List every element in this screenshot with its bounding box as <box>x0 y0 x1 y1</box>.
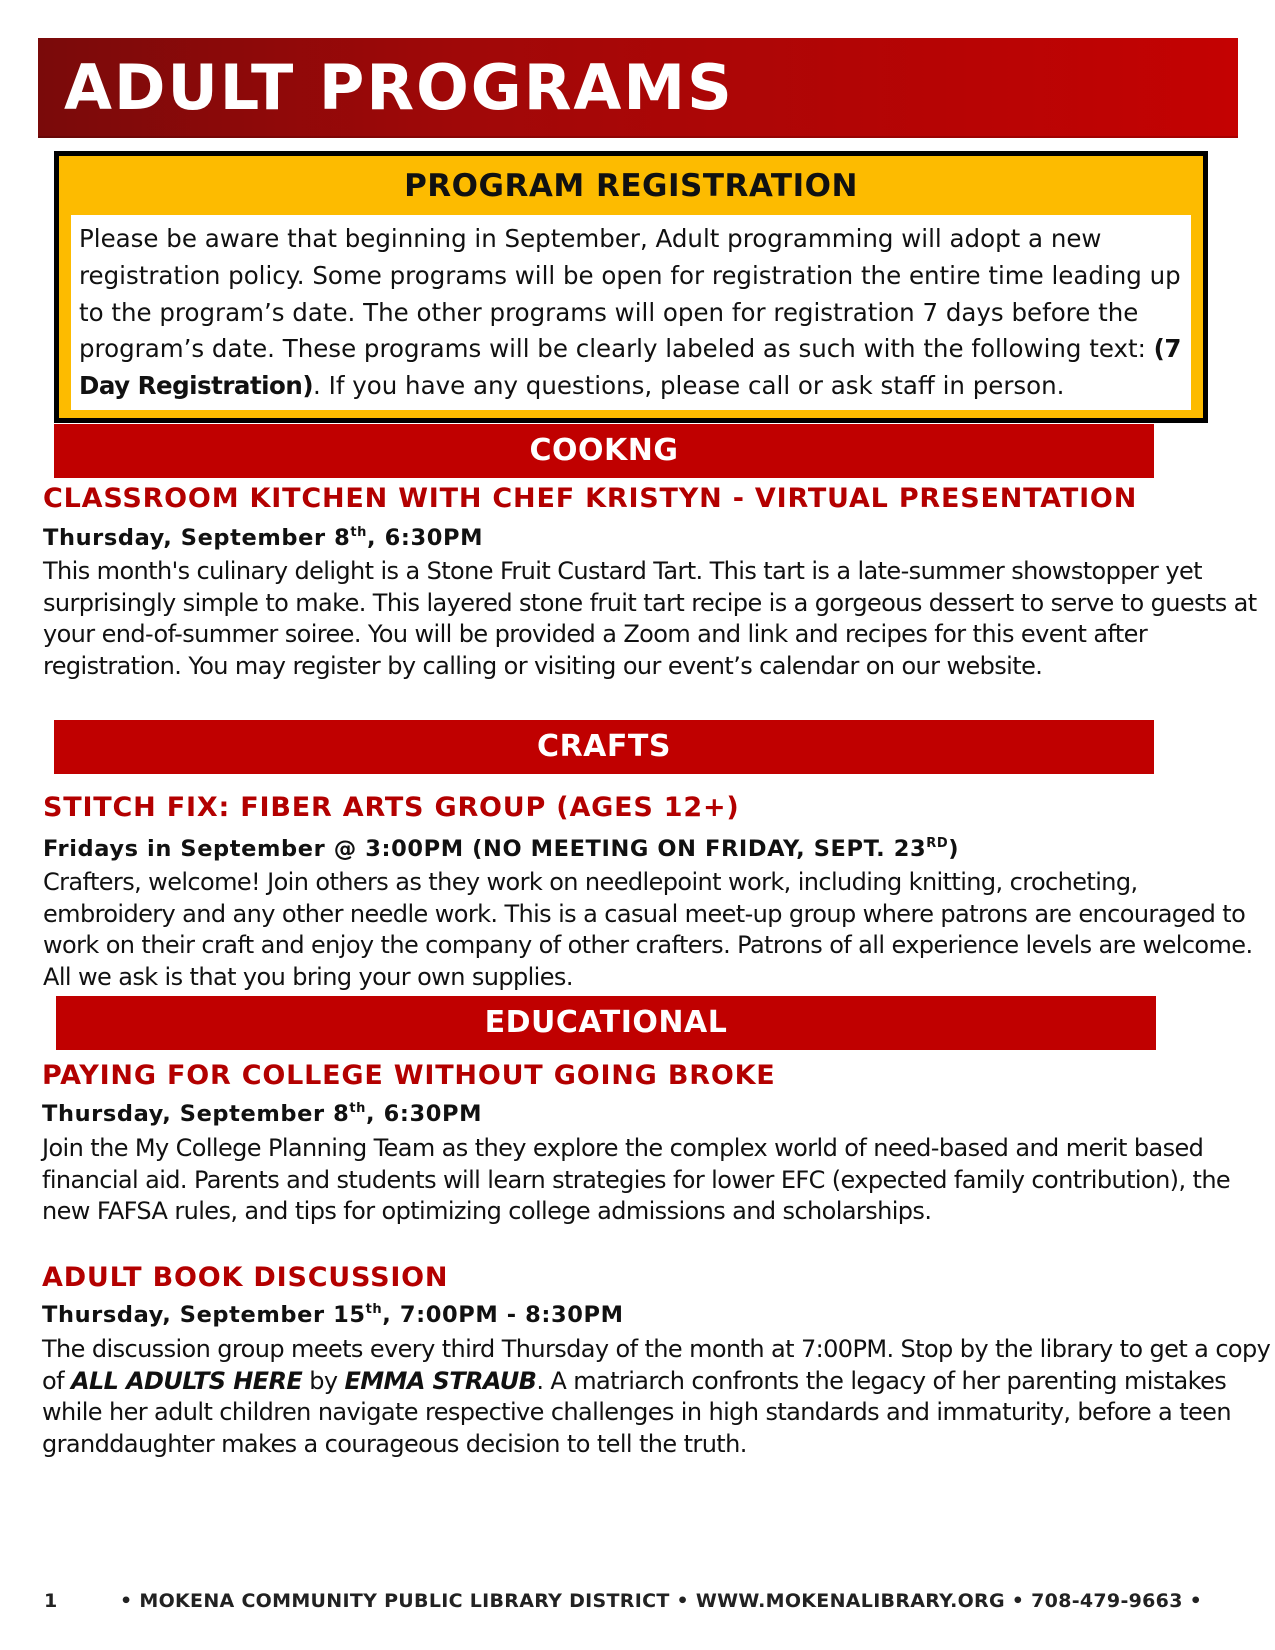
date-suffix: th <box>349 1101 367 1116</box>
date-time: , 7:00PM - 8:30PM <box>382 1302 624 1328</box>
date-suffix: th <box>350 525 368 540</box>
footer-info: • MOKENA COMMUNITY PUBLIC LIBRARY DISTRICT • WWW.MOKENALIBRARY.ORG • 708-479-9663 • <box>120 1590 1203 1612</box>
registration-text-part: . If you have any questions, please call or ask staff in person. <box>313 371 1065 401</box>
book-title: ALL ADULTS HERE <box>70 1366 303 1395</box>
date-time: ) <box>948 836 960 862</box>
program-title: PAYING FOR COLLEGE WITHOUT GOING BROKE <box>42 1060 776 1091</box>
date-time: , 6:30PM <box>367 525 484 551</box>
page-header <box>38 38 1238 138</box>
book-author: EMMA STRAUB <box>344 1366 537 1395</box>
registration-notice <box>54 151 1208 423</box>
date-text: Thursday, September 15 <box>42 1302 366 1328</box>
date-suffix: RD <box>926 836 949 851</box>
date-text: Thursday, September 8 <box>42 1101 350 1127</box>
date-time: , 6:30PM <box>366 1101 483 1127</box>
page-number: 1 <box>44 1590 58 1612</box>
program-date <box>43 836 959 862</box>
program-title: CLASSROOM KITCHEN WITH CHEF KRISTYN - VIRTUAL PRESENTATION <box>43 483 1138 514</box>
registration-emphasis: (7 Day Registration) <box>79 334 1181 401</box>
section-cooking-bar: COOKNG <box>54 424 1154 478</box>
section-crafts-bar: CRAFTS <box>54 720 1154 774</box>
date-suffix: th <box>365 1302 383 1317</box>
program-date <box>43 525 483 551</box>
program-description <box>42 1334 1272 1460</box>
registration-text-part: Please be aware that beginning in September, Adult programming will adopt a new registration policy. Some programs will be open for registration the entire time leading up to the program’s date. The other programs will open for registration 7 days before the program’s date. These programs will be clearly labeled as such with the following text: <box>79 224 1181 364</box>
date-text: Fridays in September @ 3:00PM (NO MEETING ON FRIDAY, SEPT. 23 <box>43 836 927 862</box>
registration-title: PROGRAM REGISTRATION <box>404 168 858 204</box>
program-date <box>42 1101 482 1127</box>
date-text: Thursday, September 8 <box>43 525 351 551</box>
program-title: STITCH FIX: FIBER ARTS GROUP (AGES 12+) <box>43 792 740 823</box>
description-text: by <box>302 1366 345 1395</box>
description-text: . A matriarch confronts the legacy of her parenting mistakes while her adult children navigate respective challenges in high standards and immaturity, before a teen granddaughter makes a courageous decision to tell the truth. <box>42 1366 1231 1458</box>
program-title: ADULT BOOK DISCUSSION <box>42 1262 449 1293</box>
description-text: The discussion group meets every third Thursday of the month at 7:00PM. Stop by the library to get a copy of <box>42 1335 1271 1395</box>
page-title: ADULT PROGRAMS <box>64 51 734 124</box>
registration-text <box>71 215 1191 410</box>
program-description: Join the My College Planning Team as they explore the complex world of need-based and merit based financial aid. Parents and students will learn strategies for lower EFC (expected family contribution), the new FAFSA rules, and tips for optimizing college admissions and scholarships. <box>42 1134 1231 1226</box>
program-description: This month's culinary delight is a Stone Fruit Custard Tart. This tart is a late-summer showstopper yet surprisingly simple to make. This layered stone fruit tart recipe is a gorgeous dessert to serve to guests at your end-of-summer soiree. You will be provided a Zoom and link and recipes for this event after registration. You may register by calling or visiting our event’s calendar on our website. <box>43 557 1257 680</box>
program-date <box>42 1302 624 1328</box>
program-description: Crafters, welcome! Join others as they work on needlepoint work, including knitting, crocheting, embroidery and any other needle work. This is a casual meet-up group where patrons are encouraged to work on their craft and enjoy the company of other crafters. Patrons of all experience levels are welcome. All we ask is that you bring your own supplies. <box>43 868 1253 991</box>
section-educational-bar: EDUCATIONAL <box>56 996 1156 1050</box>
